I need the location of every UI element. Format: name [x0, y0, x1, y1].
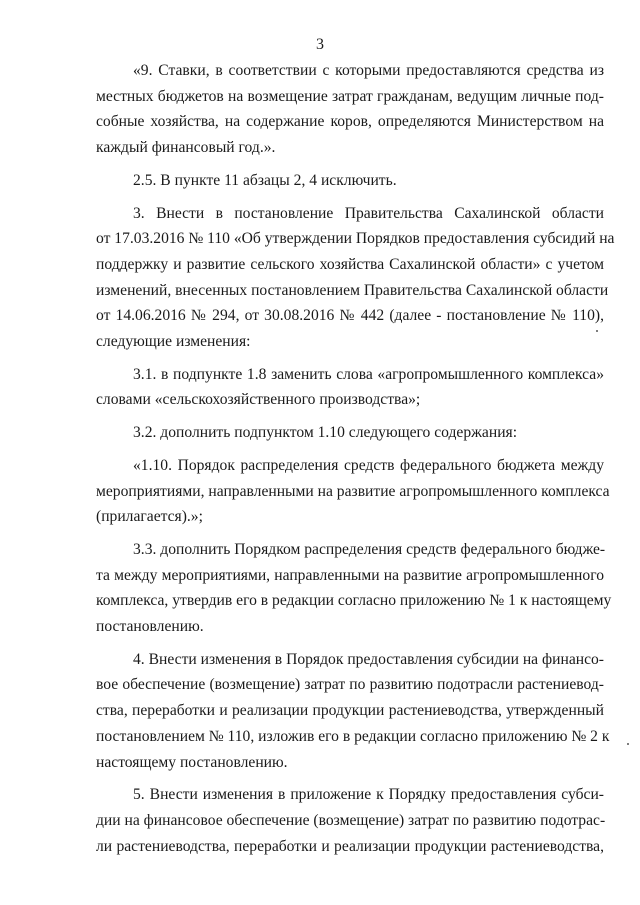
text-line: постановлением № 110, изложив его в редакции согласно приложению № 2 к [96, 727, 610, 745]
document-body [96, 58, 615, 859]
text-line: 3.3. дополнить Порядком распределения средств федерального бюдже- [133, 540, 606, 558]
paragraph-4 [96, 647, 610, 776]
text-line: от 14.06.2016 № 294, от 30.08.2016 № 442 (далее - постановление № 110), [96, 307, 604, 325]
text-line: каждый финансовый год.». [96, 139, 276, 157]
scan-speck [596, 330, 598, 332]
paragraph-5 [96, 782, 604, 859]
paragraph-3 [96, 201, 615, 355]
scan-speck [627, 743, 629, 745]
text-line: та между мероприятиями, направленными на развитие агропромышленного [96, 566, 604, 584]
text-line: 3. Внести в постановление Правительства Сахалинской области [133, 204, 604, 222]
text-line: (прилагается).»; [96, 508, 203, 526]
text-line: 3.1. в подпункте 1.8 заменить слова «агропромышленного комплекса» [133, 365, 604, 383]
text-line: от 17.03.2016 № 110 «Об утверждении Порядков предоставления субсидий на [96, 230, 615, 248]
paragraph-1-10 [96, 453, 610, 530]
paragraph-3-3 [96, 537, 612, 640]
paragraph-2-5 [96, 168, 604, 194]
text-line: дии на финансовое обеспечение (возмещение) затрат по развитию подотрас- [96, 811, 606, 829]
paragraph-3-1 [96, 362, 604, 413]
text-line: ли растениеводства, переработки и реализации продукции растениеводства, [96, 837, 604, 855]
text-line: следующие изменения: [96, 333, 251, 351]
text-line: настоящему постановлению. [96, 753, 288, 771]
text-line: «1.10. Порядок распределения средств федерального бюджета между [133, 456, 604, 474]
text-line: 3.2. дополнить подпунктом 1.10 следующего содержания: [133, 424, 518, 442]
text-line: мероприятиями, направленными на развитие агропромышленного комплекса [96, 482, 610, 500]
text-line: местных бюджетов на возмещение затрат гражданам, ведущим личные под- [96, 87, 604, 105]
paragraph-item-9 [96, 58, 604, 161]
text-line: изменений, внесенных постановлением Правительства Сахалинской области [96, 281, 609, 299]
text-line: вое обеспечение (возмещение) затрат по развитию подотрасли растениевод- [96, 676, 604, 694]
text-line: постановлению. [96, 618, 204, 636]
text-line: поддержку и развитие сельского хозяйства Сахалинской области» с учетом [96, 255, 604, 273]
text-line: ства, переработки и реализации продукции растениеводства, утвержденный [96, 702, 604, 720]
paragraph-3-2 [96, 420, 604, 446]
text-line: собные хозяйства, на содержание коров, определяются Министерством на [96, 113, 604, 131]
text-line: комплекса, утвердив его в редакции согласно приложению № 1 к настоящему [96, 592, 612, 610]
text-line: «9. Ставки, в соответствии с которыми предоставляются средства из [133, 62, 604, 79]
text-line: 5. Внести изменения в приложение к Порядку предоставления субси- [133, 786, 604, 804]
page-number: 3 [316, 36, 324, 53]
text-line: 4. Внести изменения в Порядок предоставления субсидии на финансо- [133, 650, 604, 668]
text-line: словами «сельскохозяйственного производства»; [96, 391, 421, 409]
text-line: 2.5. В пункте 11 абзацы 2, 4 исключить. [133, 171, 397, 189]
